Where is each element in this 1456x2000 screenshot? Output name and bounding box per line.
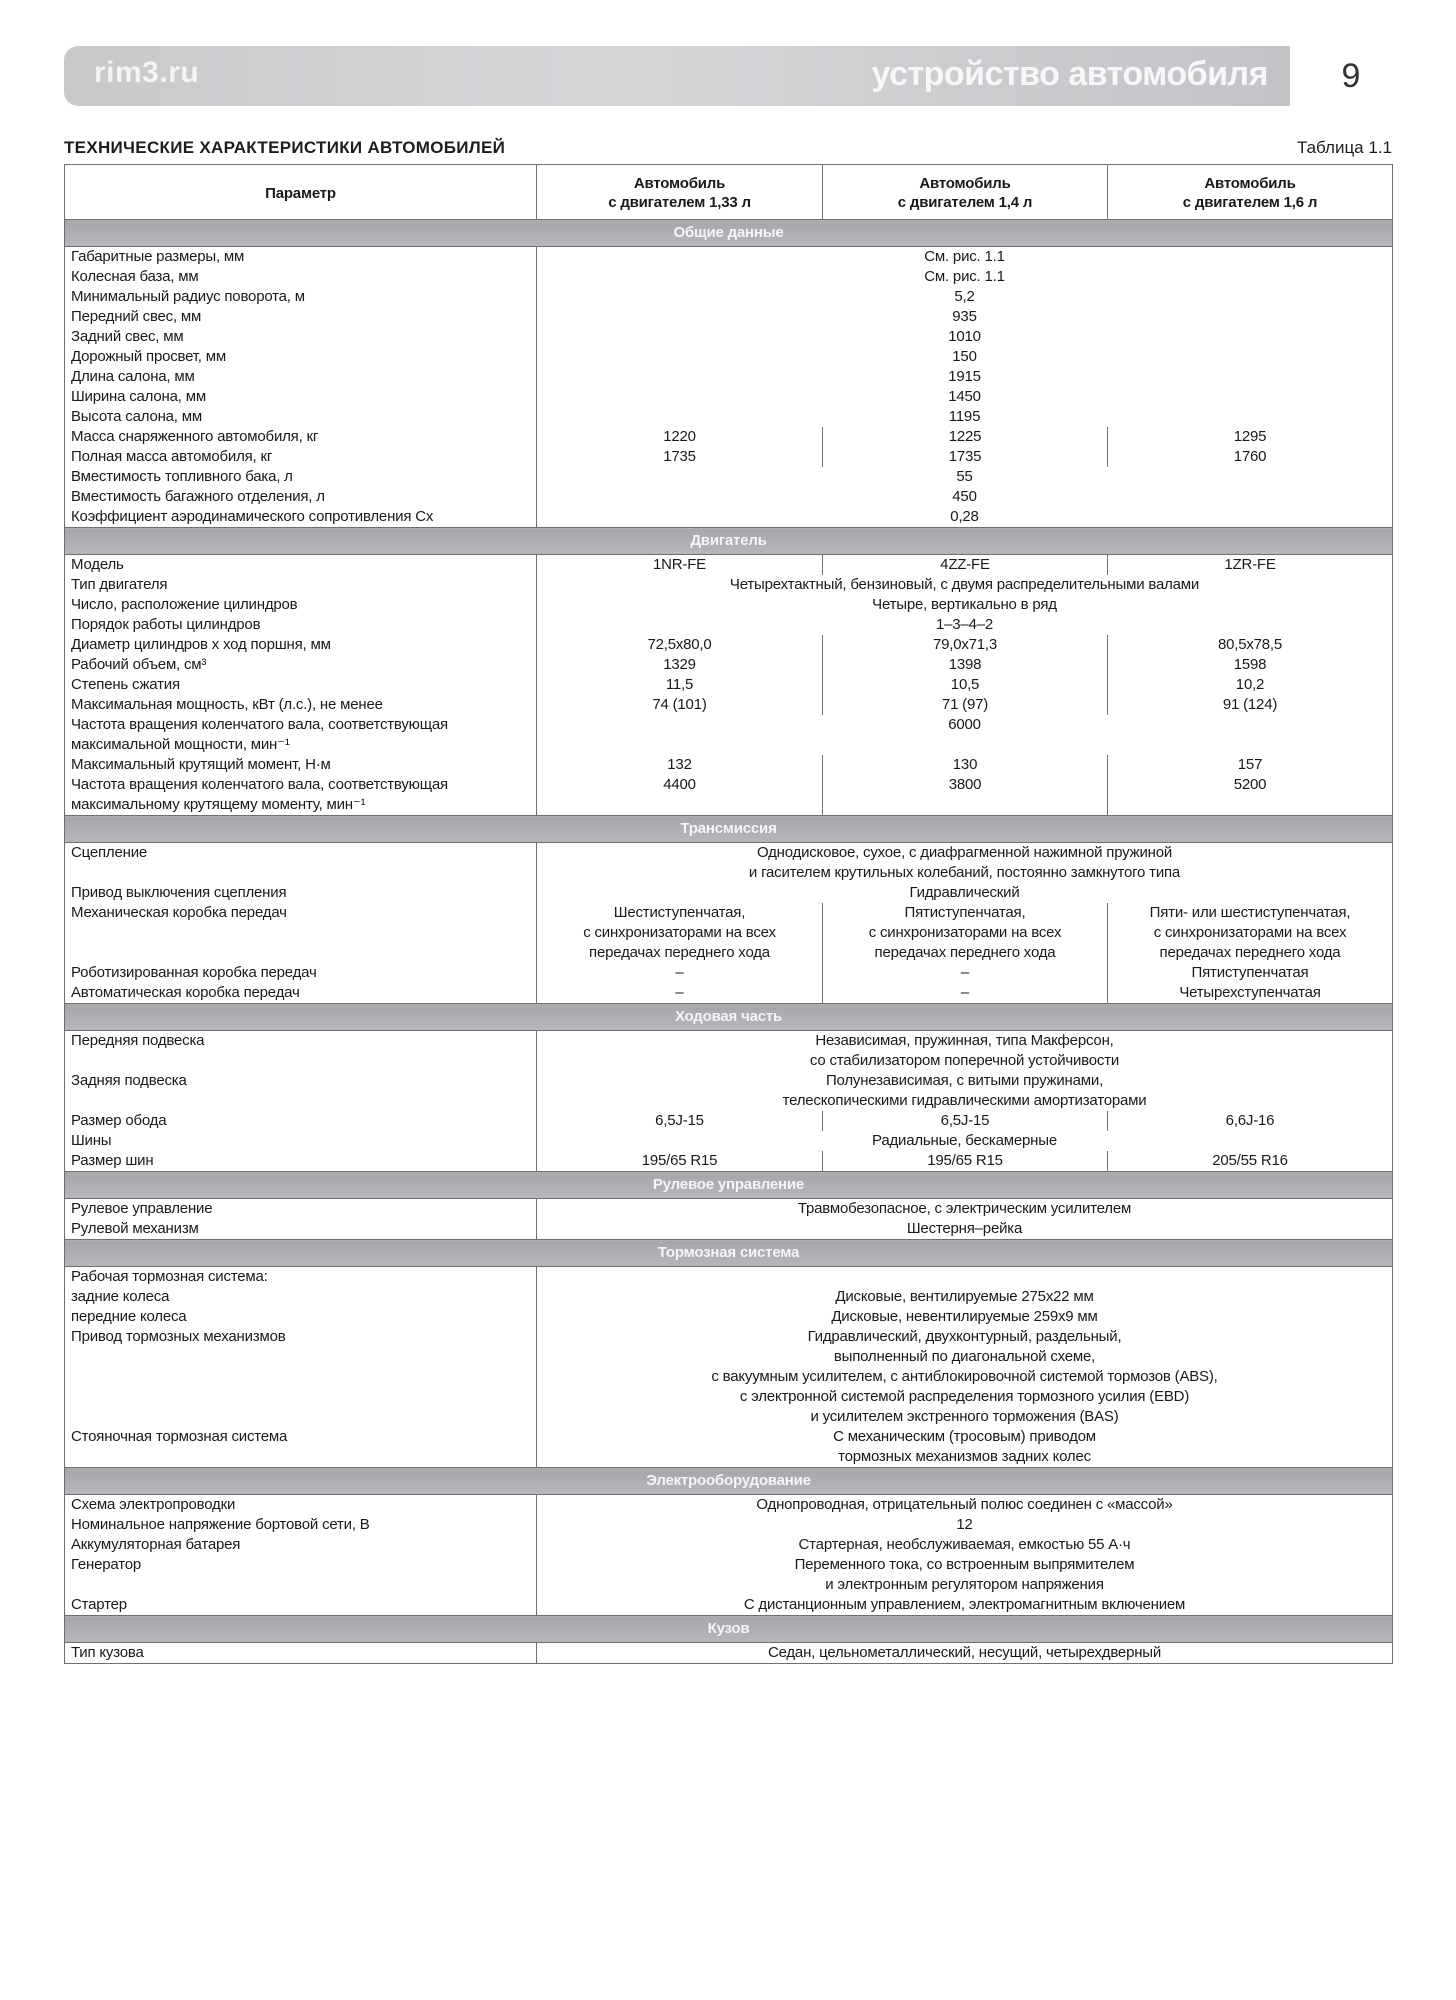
parameter-cell: Коэффициент аэродинамического сопротивления Cx	[65, 507, 537, 528]
value-cell-all: Стартерная, необслуживаемая, емкостью 55 А·ч	[537, 1535, 1393, 1555]
value-cell-all: 0,28	[537, 507, 1393, 528]
table-row	[65, 1071, 1393, 1111]
parameter-cell: Схема электропроводки	[65, 1495, 537, 1516]
section-header-row	[65, 816, 1393, 843]
value-cell-all: Радиальные, бескамерные	[537, 1131, 1393, 1151]
value-cell: 1295	[1108, 427, 1393, 447]
value-cell: 205/55 R16	[1108, 1151, 1393, 1172]
table-row	[65, 695, 1393, 715]
value-cell-all: 1–3–4–2	[537, 615, 1393, 635]
parameter-cell: Передний свес, мм	[65, 307, 537, 327]
table-row	[65, 367, 1393, 387]
value-cell-all: 450	[537, 487, 1393, 507]
table-row	[65, 755, 1393, 775]
value-cell-all: Однодисковое, сухое, с диафрагменной нажимной пружиной и гасителем крутильных колебаний, постоянно замкнутого типа	[537, 843, 1393, 884]
value-cell-all: 1010	[537, 327, 1393, 347]
parameter-cell: Диаметр цилиндров x ход поршня, мм	[65, 635, 537, 655]
document-title: ТЕХНИЧЕСКИЕ ХАРАКТЕРИСТИКИ АВТОМОБИЛЕЙ	[64, 138, 506, 157]
value-cell-all: Четыре, вертикально в ряд	[537, 595, 1393, 615]
parameter-cell: Число, расположение цилиндров	[65, 595, 537, 615]
value-cell-all: 935	[537, 307, 1393, 327]
value-cell: Пятиступенчатая	[1108, 963, 1393, 983]
table-row	[65, 635, 1393, 655]
value-cell-all: Переменного тока, со встроенным выпрямителем и электронным регулятором напряжения	[537, 1555, 1393, 1595]
parameter-cell: Высота салона, мм	[65, 407, 537, 427]
table-row	[65, 615, 1393, 635]
value-cell: –	[823, 963, 1108, 983]
parameter-cell: Аккумуляторная батарея	[65, 1535, 537, 1555]
value-cell-all: 1450	[537, 387, 1393, 407]
value-cell: 1598	[1108, 655, 1393, 675]
value-cell: 79,0x71,3	[823, 635, 1108, 655]
value-cell: 5200	[1108, 775, 1393, 816]
section-header: Электрооборудование	[65, 1468, 1393, 1495]
table-row	[65, 675, 1393, 695]
section-title: устройство автомобиля	[871, 55, 1268, 93]
table-row	[65, 487, 1393, 507]
table-row	[65, 883, 1393, 903]
spec-table	[64, 164, 1393, 1664]
value-cell: 4400	[537, 775, 823, 816]
value-cell-all: С механическим (тросовым) приводом тормозных механизмов задних колес	[537, 1427, 1393, 1468]
table-row	[65, 447, 1393, 467]
table-row	[65, 327, 1393, 347]
table-row	[65, 1267, 1393, 1328]
table-row	[65, 1327, 1393, 1427]
section-header-row	[65, 1004, 1393, 1031]
site-name[interactable]: rim3.ru	[94, 56, 200, 89]
section-header-row	[65, 1172, 1393, 1199]
table-row	[65, 1643, 1393, 1664]
col-header-engine-1-4: Автомобиль с двигателем 1,4 л	[823, 165, 1108, 220]
table-row	[65, 387, 1393, 407]
value-cell: Пяти- или шестиступенчатая, с синхронизаторами на всех передачах переднего хода	[1108, 903, 1393, 963]
value-cell: 4ZZ-FE	[823, 555, 1108, 576]
section-header-row	[65, 1240, 1393, 1267]
value-cell: 6,6J-16	[1108, 1111, 1393, 1131]
value-cell-all: Независимая, пружинная, типа Макферсон, со стабилизатором поперечной устойчивости	[537, 1031, 1393, 1072]
value-cell: 1760	[1108, 447, 1393, 467]
value-cell-all: См. рис. 1.1	[537, 267, 1393, 287]
col-header-parameter: Параметр	[65, 165, 537, 220]
value-cell-all: 12	[537, 1515, 1393, 1535]
section-header-row	[65, 1616, 1393, 1643]
value-cell-all: Полунезависимая, с витыми пружинами, телескопическими гидравлическими амортизаторами	[537, 1071, 1393, 1111]
table-row	[65, 427, 1393, 447]
table-row	[65, 983, 1393, 1004]
value-cell: 3800	[823, 775, 1108, 816]
parameter-cell: Степень сжатия	[65, 675, 537, 695]
parameter-cell: Колесная база, мм	[65, 267, 537, 287]
value-cell: 1735	[537, 447, 823, 467]
table-row	[65, 715, 1393, 755]
table-row	[65, 843, 1393, 884]
parameter-cell: Привод тормозных механизмов	[65, 1327, 537, 1427]
parameter-cell: Полная масса автомобиля, кг	[65, 447, 537, 467]
value-cell: 1225	[823, 427, 1108, 447]
value-cell: 1220	[537, 427, 823, 447]
value-cell-all: Дисковые, вентилируемые 275x22 мм Дисковые, невентилируемые 259x9 мм	[537, 1267, 1393, 1328]
table-row	[65, 287, 1393, 307]
table-row	[65, 1131, 1393, 1151]
value-cell-all: Четырехтактный, бензиновый, с двумя распределительными валами	[537, 575, 1393, 595]
parameter-cell: Максимальный крутящий момент, Н·м	[65, 755, 537, 775]
parameter-cell: Шины	[65, 1131, 537, 1151]
table-row	[65, 1151, 1393, 1172]
table-row	[65, 1495, 1393, 1516]
value-cell-all: 55	[537, 467, 1393, 487]
table-row	[65, 1199, 1393, 1220]
value-cell: 74 (101)	[537, 695, 823, 715]
parameter-cell: Рулевое управление	[65, 1199, 537, 1220]
parameter-cell: Размер обода	[65, 1111, 537, 1131]
parameter-cell: Модель	[65, 555, 537, 576]
value-cell-all: 150	[537, 347, 1393, 367]
value-cell: Четырехступенчатая	[1108, 983, 1393, 1004]
table-header-row	[65, 165, 1393, 220]
value-cell-all: Травмобезопасное, с электрическим усилителем	[537, 1199, 1393, 1220]
table-row	[65, 903, 1393, 963]
table-row	[65, 963, 1393, 983]
parameter-cell: Рабочий объем, см³	[65, 655, 537, 675]
table-row	[65, 247, 1393, 268]
parameter-cell: Длина салона, мм	[65, 367, 537, 387]
table-row	[65, 1515, 1393, 1535]
value-cell: 1398	[823, 655, 1108, 675]
table-row	[65, 407, 1393, 427]
value-cell: –	[823, 983, 1108, 1004]
table-row	[65, 1111, 1393, 1131]
table-row	[65, 1535, 1393, 1555]
parameter-cell: Рабочая тормозная система: задние колеса передние колеса	[65, 1267, 537, 1328]
parameter-cell: Передняя подвеска	[65, 1031, 537, 1072]
parameter-cell: Вместимость топливного бака, л	[65, 467, 537, 487]
value-cell: 1735	[823, 447, 1108, 467]
parameter-cell: Масса снаряженного автомобиля, кг	[65, 427, 537, 447]
parameter-cell: Порядок работы цилиндров	[65, 615, 537, 635]
value-cell: 1ZR-FE	[1108, 555, 1393, 576]
table-row	[65, 595, 1393, 615]
table-row	[65, 1555, 1393, 1595]
value-cell: 1NR-FE	[537, 555, 823, 576]
table-row	[65, 575, 1393, 595]
section-header: Трансмиссия	[65, 816, 1393, 843]
value-cell-all: 5,2	[537, 287, 1393, 307]
page-number: 9	[1341, 57, 1361, 95]
parameter-cell: Сцепление	[65, 843, 537, 884]
table-row	[65, 1427, 1393, 1468]
header-banner	[64, 46, 1290, 106]
parameter-cell: Автоматическая коробка передач	[65, 983, 537, 1004]
parameter-cell: Вместимость багажного отделения, л	[65, 487, 537, 507]
value-cell: 72,5x80,0	[537, 635, 823, 655]
value-cell-all: Однопроводная, отрицательный полюс соединен с «массой»	[537, 1495, 1393, 1516]
parameter-cell: Задний свес, мм	[65, 327, 537, 347]
parameter-cell: Частота вращения коленчатого вала, соответствующая максимальному крутящему моменту, мин⁻¹	[65, 775, 537, 816]
parameter-cell: Генератор	[65, 1555, 537, 1595]
table-row	[65, 307, 1393, 327]
parameter-cell: Тип двигателя	[65, 575, 537, 595]
parameter-cell: Номинальное напряжение бортовой сети, В	[65, 1515, 537, 1535]
parameter-cell: Привод выключения сцепления	[65, 883, 537, 903]
section-header: Кузов	[65, 1616, 1393, 1643]
value-cell-all: Гидравлический, двухконтурный, раздельный, выполненный по диагональной схеме, с вакуумным усилителем, с антиблокировочной системой тормозов (ABS), с электронной системой распределения тормозного усилия (EBD) и усилителем экстренного торможения (BAS)	[537, 1327, 1393, 1427]
value-cell: –	[537, 983, 823, 1004]
section-header-row	[65, 528, 1393, 555]
parameter-cell: Механическая коробка передач	[65, 903, 537, 963]
col-header-engine-1-6: Автомобиль с двигателем 1,6 л	[1108, 165, 1393, 220]
table-row	[65, 775, 1393, 816]
value-cell-all: Гидравлический	[537, 883, 1393, 903]
parameter-cell: Габаритные размеры, мм	[65, 247, 537, 268]
value-cell: 11,5	[537, 675, 823, 695]
col-header-engine-1-33: Автомобиль с двигателем 1,33 л	[537, 165, 823, 220]
table-row	[65, 347, 1393, 367]
table-row	[65, 267, 1393, 287]
parameter-cell: Стояночная тормозная система	[65, 1427, 537, 1468]
parameter-cell: Минимальный радиус поворота, м	[65, 287, 537, 307]
parameter-cell: Частота вращения коленчатого вала, соответствующая максимальной мощности, мин⁻¹	[65, 715, 537, 755]
section-header: Двигатель	[65, 528, 1393, 555]
section-header-row	[65, 1468, 1393, 1495]
table-row	[65, 1219, 1393, 1240]
value-cell: 80,5x78,5	[1108, 635, 1393, 655]
value-cell: 6,5J-15	[823, 1111, 1108, 1131]
value-cell: 132	[537, 755, 823, 775]
value-cell: 195/65 R15	[537, 1151, 823, 1172]
value-cell: 130	[823, 755, 1108, 775]
section-header: Тормозная система	[65, 1240, 1393, 1267]
section-header: Ходовая часть	[65, 1004, 1393, 1031]
parameter-cell: Максимальная мощность, кВт (л.с.), не менее	[65, 695, 537, 715]
value-cell: Шестиступенчатая, с синхронизаторами на всех передачах переднего хода	[537, 903, 823, 963]
parameter-cell: Роботизированная коробка передач	[65, 963, 537, 983]
parameter-cell: Задняя подвеска	[65, 1071, 537, 1111]
value-cell: Пятиступенчатая, с синхронизаторами на всех передачах переднего хода	[823, 903, 1108, 963]
table-row	[65, 507, 1393, 528]
section-header-row	[65, 220, 1393, 247]
parameter-cell: Тип кузова	[65, 1643, 537, 1664]
parameter-cell: Рулевой механизм	[65, 1219, 537, 1240]
table-row	[65, 1595, 1393, 1616]
value-cell-all: 1915	[537, 367, 1393, 387]
value-cell-all: См. рис. 1.1	[537, 247, 1393, 268]
section-header: Рулевое управление	[65, 1172, 1393, 1199]
table-row	[65, 655, 1393, 675]
value-cell: 1329	[537, 655, 823, 675]
value-cell-all: Шестерня–рейка	[537, 1219, 1393, 1240]
value-cell-all: 6000	[537, 715, 1393, 755]
table-row	[65, 467, 1393, 487]
value-cell: 10,5	[823, 675, 1108, 695]
value-cell: 71 (97)	[823, 695, 1108, 715]
spec-table-body	[65, 220, 1393, 1664]
section-header: Общие данные	[65, 220, 1393, 247]
parameter-cell: Ширина салона, мм	[65, 387, 537, 407]
parameter-cell: Размер шин	[65, 1151, 537, 1172]
value-cell-all: Седан, цельнометаллический, несущий, четырехдверный	[537, 1643, 1393, 1664]
table-row	[65, 555, 1393, 576]
value-cell: 157	[1108, 755, 1393, 775]
value-cell: 6,5J-15	[537, 1111, 823, 1131]
table-label: Таблица 1.1	[1296, 138, 1392, 157]
table-row	[65, 1031, 1393, 1072]
value-cell-all: 1195	[537, 407, 1393, 427]
value-cell: –	[537, 963, 823, 983]
value-cell: 195/65 R15	[823, 1151, 1108, 1172]
value-cell: 91 (124)	[1108, 695, 1393, 715]
value-cell: 10,2	[1108, 675, 1393, 695]
parameter-cell: Стартер	[65, 1595, 537, 1616]
parameter-cell: Дорожный просвет, мм	[65, 347, 537, 367]
value-cell-all: С дистанционным управлением, электромагнитным включением	[537, 1595, 1393, 1616]
